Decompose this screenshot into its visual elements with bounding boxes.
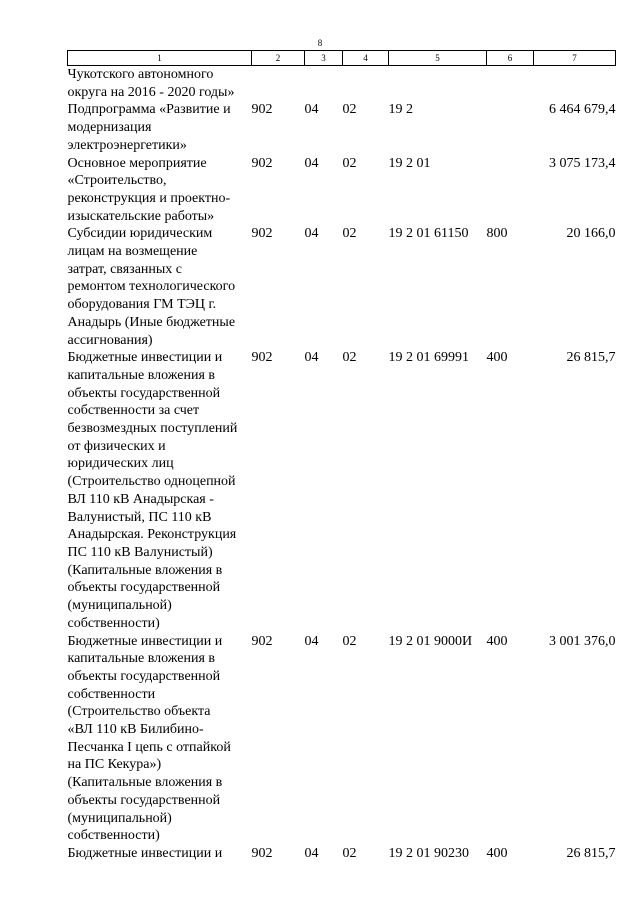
table-row: [68, 845, 616, 863]
row-subsection-code: 02: [342, 845, 357, 861]
row-section-code: 04: [304, 155, 319, 171]
row-amount: 6 464 679,4: [549, 102, 616, 118]
row-subsection-code: 02: [342, 633, 357, 649]
row-grbs-code: 902: [251, 633, 273, 649]
row-grbs-code: 902: [251, 845, 273, 861]
row-section-code: 04: [304, 102, 319, 118]
row-description: Подпрограмма «Развитие и модернизация электроэнергетики»: [67, 102, 231, 153]
row-grbs-code: 902: [251, 155, 273, 171]
column-header: 5: [389, 51, 487, 66]
row-description: Чукотского автономного округа на 2016 - 2020 годы»: [67, 67, 235, 100]
row-expense-type: [487, 155, 534, 226]
row-amount: 26 815,7: [566, 845, 616, 861]
row-amount: 3 001 376,0: [549, 633, 616, 649]
table-row: [68, 633, 616, 845]
row-grbs-code: 902: [251, 102, 273, 118]
row-description: Субсидии юридическим лицам на возмещение затрат, связанных с ремонтом технологического оборудования ГМ ТЭЦ г. Анадырь (Иные бюджетные ассигнования): [67, 226, 236, 348]
row-expense-type: [487, 101, 534, 154]
row-target-article: 19 2 01 61150: [388, 226, 469, 242]
row-target-article: 19 2 01 90230: [388, 845, 469, 861]
row-section-code: 04: [304, 845, 319, 861]
row-amount: 3 075 173,4: [549, 155, 616, 171]
row-subsection-code: [343, 66, 389, 102]
table-row: [68, 66, 616, 102]
table-row: [68, 155, 616, 226]
row-amount: 26 815,7: [566, 350, 616, 366]
row-description: Основное мероприятие «Строительство, реконструкция и проектно- изыскательские работы»: [67, 155, 231, 224]
table-row: [68, 349, 616, 632]
row-subsection-code: 02: [342, 226, 357, 242]
row-expense-type: 400: [486, 633, 508, 649]
row-target-article: 19 2 01 69991: [388, 350, 469, 366]
row-target-article: 19 2 01: [388, 155, 431, 171]
column-header: 1: [68, 51, 252, 66]
row-description: Бюджетные инвестиции и капитальные вложения в объекты государственной собственности (Строительство объекта «ВЛ 110 кВ Билибино- Песчанка I цепь с отпайкой на ПС Кекура») (Капитальные вложения в объекты государственной (муниципальной) собственности): [67, 633, 231, 844]
table-row: [68, 225, 616, 349]
row-grbs-code: 902: [251, 350, 273, 366]
column-header: 3: [305, 51, 343, 66]
row-grbs-code: [252, 66, 305, 102]
row-section-code: [305, 66, 343, 102]
row-section-code: 04: [304, 633, 319, 649]
column-header: 4: [343, 51, 389, 66]
row-subsection-code: 02: [342, 350, 357, 366]
column-number-header-row: [68, 51, 616, 66]
row-amount: 20 166,0: [566, 226, 616, 242]
page-number: 8: [317, 38, 323, 48]
row-section-code: 04: [304, 226, 319, 242]
row-subsection-code: 02: [342, 102, 357, 118]
row-expense-type: 400: [486, 845, 508, 861]
column-header: 6: [487, 51, 534, 66]
row-expense-type: 800: [486, 226, 508, 242]
budget-table: [67, 50, 616, 863]
row-grbs-code: 902: [251, 226, 273, 242]
column-header: 2: [252, 51, 305, 66]
row-description: Бюджетные инвестиции и капитальные вложения в объекты государственной собственности за счет безвозмездных поступлений от физических и юридических лиц (Строительство одноцепной ВЛ 110 кВ Анадырская - Валунистый, ПС 110 кВ Анадырская. Реконструкция ПС 110 кВ Валунистый) (Капитальные вложения в объекты государственной (муниципальной) собственности): [67, 350, 238, 631]
column-header: 7: [534, 51, 616, 66]
row-section-code: 04: [304, 350, 319, 366]
row-expense-type: 400: [486, 350, 508, 366]
row-subsection-code: 02: [342, 155, 357, 171]
row-amount: [534, 66, 616, 102]
row-description: Бюджетные инвестиции и: [67, 845, 223, 861]
row-target-article: 19 2 01 9000И: [388, 633, 473, 649]
row-target-article: [389, 66, 487, 102]
row-expense-type: [487, 66, 534, 102]
row-target-article: 19 2: [388, 102, 413, 118]
table-row: [68, 101, 616, 154]
